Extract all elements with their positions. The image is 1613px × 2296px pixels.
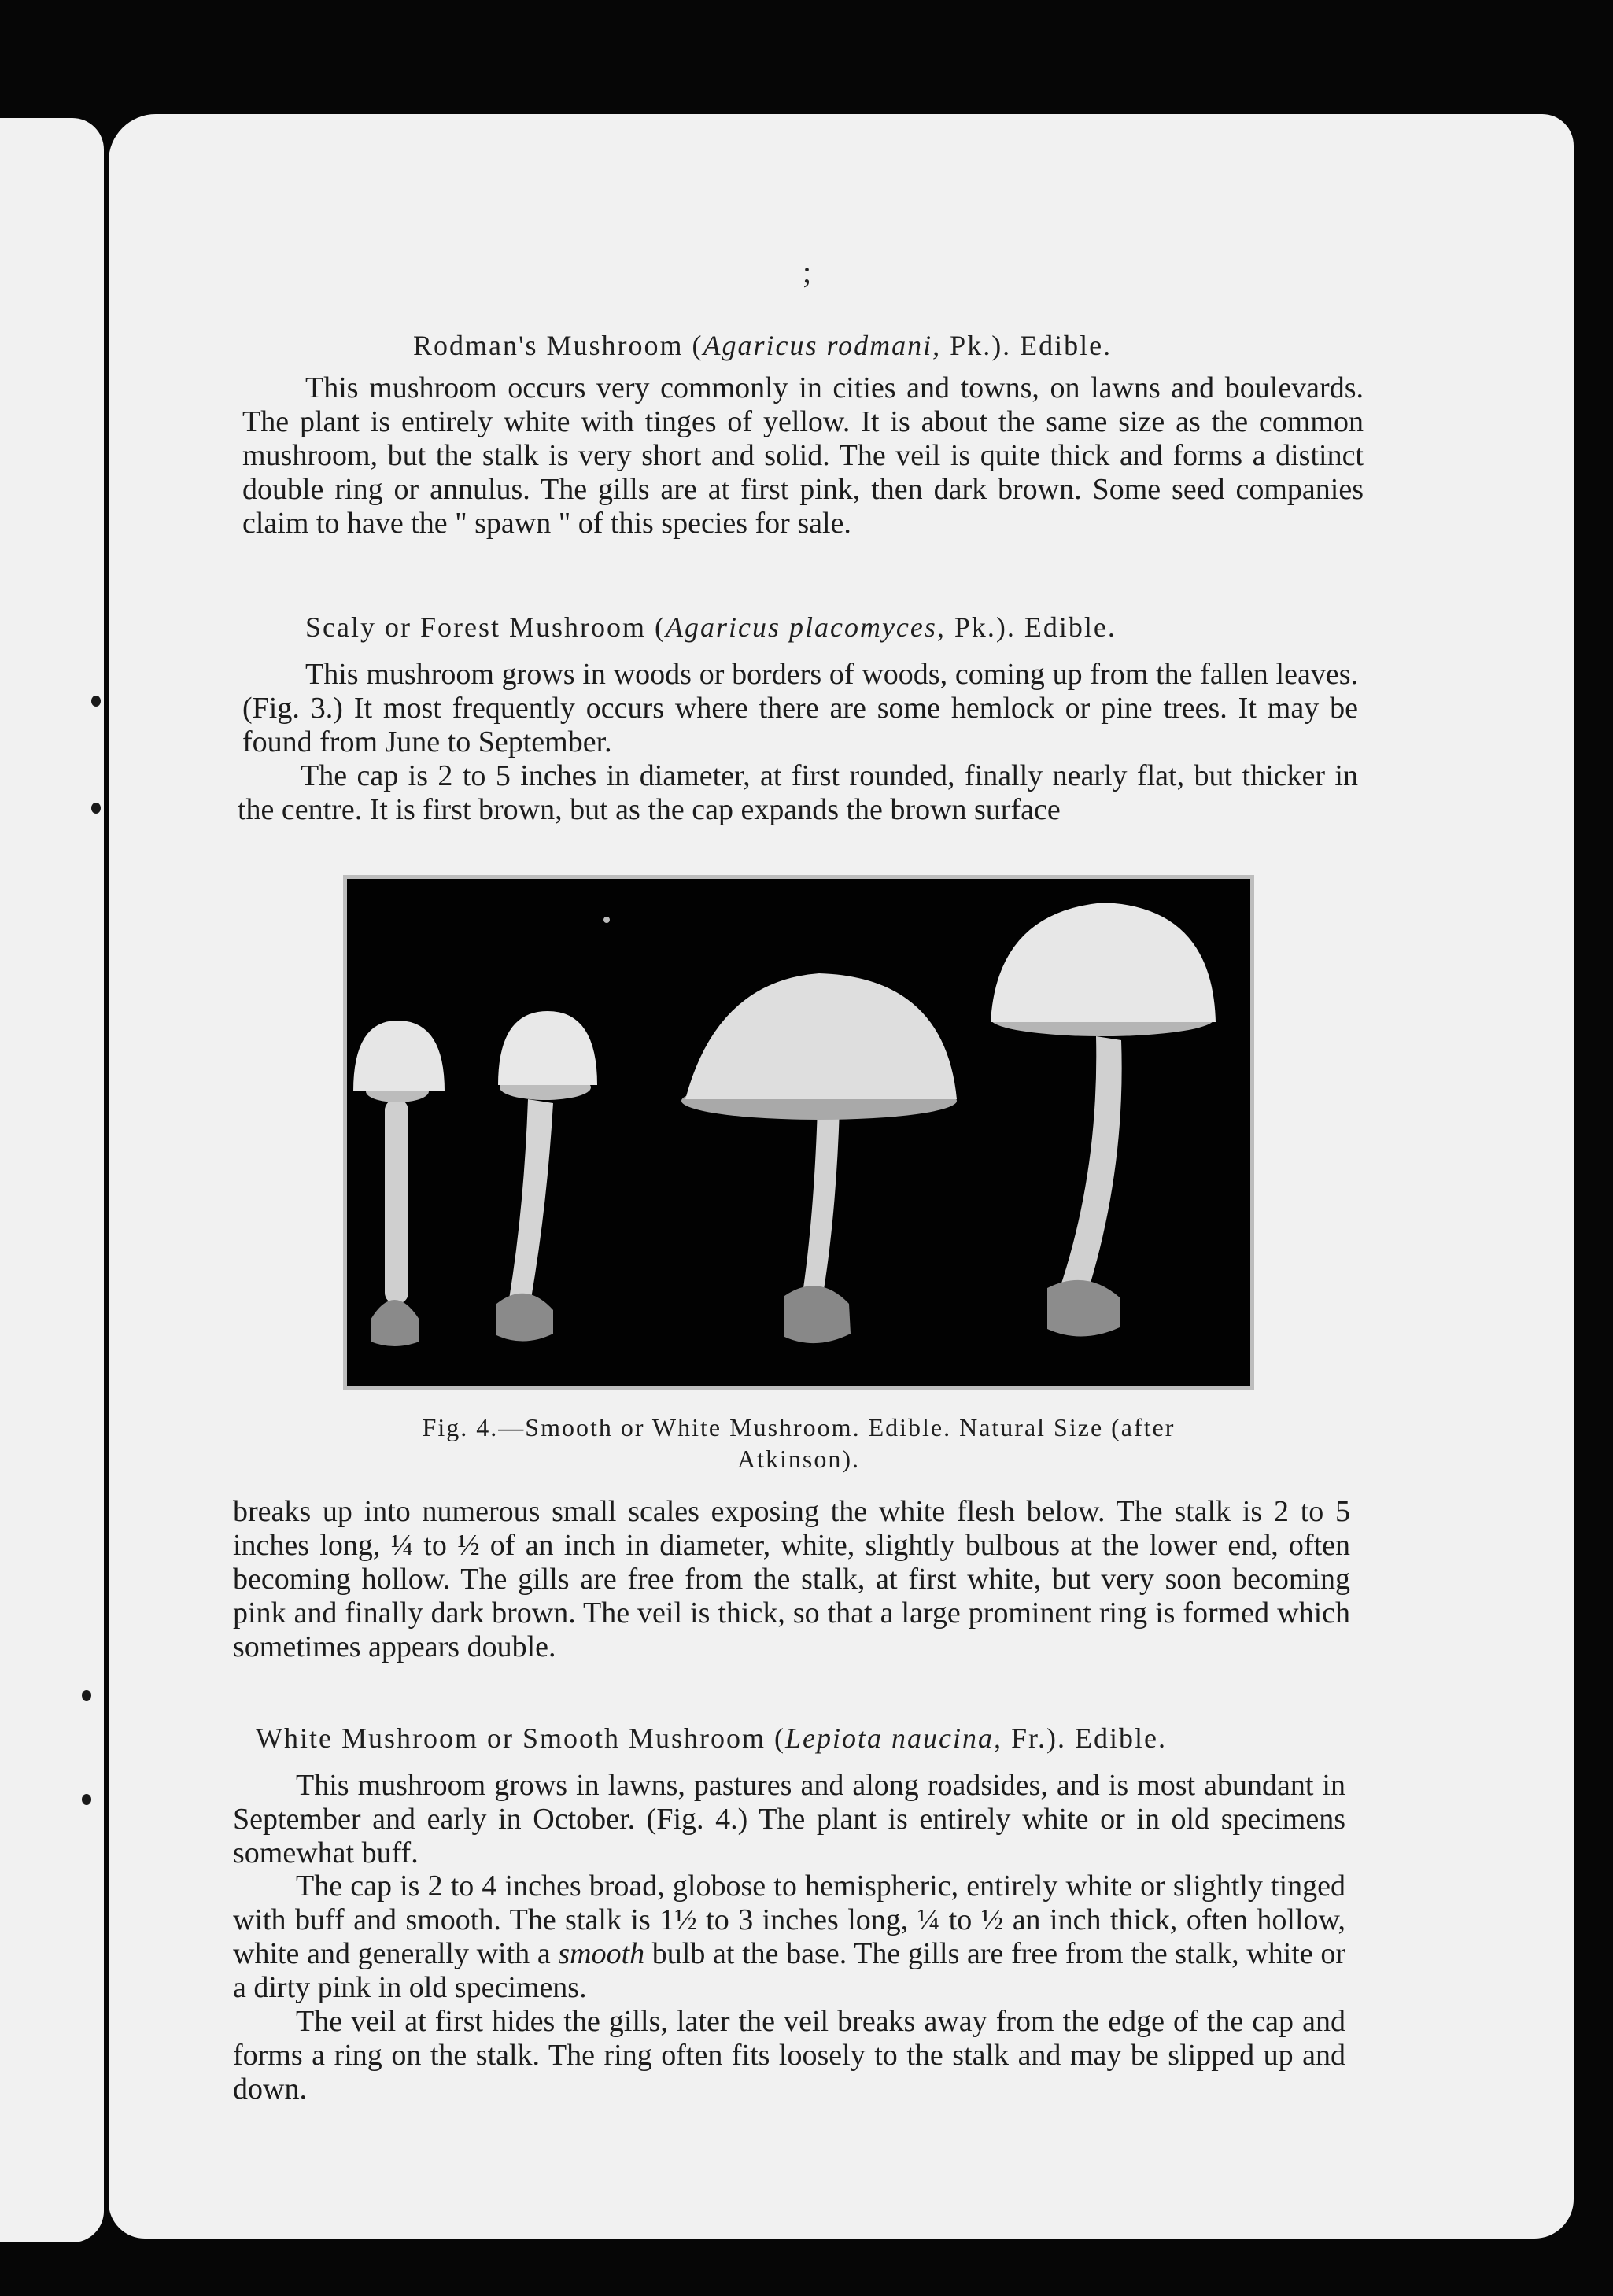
paragraph (233, 1870, 1345, 2005)
figure-caption (346, 1412, 1251, 1475)
caption-line: Fig. 4.—Smooth or White Mushroom. Edible. Natural Size (after (422, 1413, 1176, 1441)
paragraph (242, 658, 1358, 759)
heading-common-name: Scaly or Forest Mushroom ( (305, 611, 666, 643)
paragraph (242, 371, 1364, 541)
page-number: ; (803, 254, 812, 290)
paragraph (233, 2005, 1345, 2106)
paragraph-text: The veil at first hides the gills, later the veil breaks away from the edge of the cap and forms a ring on the stalk. The ring often fits loosely to the stalk and may be slipped up and down. (233, 2005, 1345, 2106)
paragraph-text: This mushroom grows in lawns, pastures and along roadsides, and is most abundant in September and early in October. (Fig. 4.) The plant is entirely white or in old specimens somewhat buff. (233, 1769, 1345, 1870)
caption-line: Atkinson). (737, 1445, 860, 1473)
heading-latin-name: Agaricus placomyces, (665, 611, 946, 643)
paragraph-text: breaks up into numerous small scales exposing the white flesh below. The stalk is 2 to 5 inches long, ¼ to ½ of an inch in diameter, white, slightly bulbous at the lower end, often becoming hollow. The gills are free from the stalk, at first white, but very soon becoming pink and finally dark brown. The veil is thick, so that a large prominent ring is formed which sometimes appears double. (233, 1495, 1350, 1663)
heading-latin-name: Agaricus rodmani, (703, 330, 942, 361)
section-heading-rodman (413, 329, 1112, 362)
mushroom-photograph (343, 875, 1254, 1390)
paragraph-text: This mushroom occurs very commonly in cities and towns, on lawns and boulevards. The plant is entirely white with tinges of yellow. It is about the same size as the common mushroom, but the stalk is very short and solid. The veil is quite thick and forms a distinct double ring or annulus. The gills are at first pink, then dark brown. Some seed companies claim to have the " spawn " of this species for sale. (242, 371, 1364, 540)
heading-latin-name: Lepiota naucina, (784, 1722, 1002, 1754)
section-heading-white (256, 1722, 1167, 1755)
heading-edibility: Pk.). Edible. (945, 611, 1117, 643)
left-page-edge (0, 118, 104, 2242)
paragraph-text: bulb at the base. The gills are free from the stalk, white or a dirty pink in old specimens. (233, 1937, 1345, 2004)
heading-common-name: Rodman's Mushroom ( (413, 330, 703, 361)
heading-edibility: Fr.). Edible. (1002, 1722, 1167, 1754)
section-heading-scaly (305, 611, 1117, 644)
paragraph-emphasis: smooth (558, 1937, 645, 1970)
paragraph-text: The cap is 2 to 4 inches broad, globose to hemispheric, entirely white or slightly tinged with buff and smooth. The stalk is 1½ to 3 inches long, ¼ to ½ an inch thick, often hollow, white and generally with a (233, 1870, 1345, 1970)
binding-mark (91, 803, 101, 814)
heading-edibility: Pk.). Edible. (941, 330, 1113, 361)
paragraph-text: This mushroom grows in woods or borders of woods, coming up from the fallen leaves. (Fig. 3.) It most frequently occurs where there are some hemlock or pine trees. It may be found from June to September. (242, 658, 1358, 759)
binding-mark (91, 696, 101, 707)
binding-mark (82, 1794, 91, 1805)
paragraph (233, 1769, 1345, 1870)
paragraph (233, 1495, 1350, 1664)
paragraph-text: The cap is 2 to 5 inches in diameter, at first rounded, finally nearly flat, but thicker in the centre. It is first brown, but as the cap expands the brown surface (238, 759, 1358, 826)
paragraph (238, 759, 1358, 827)
heading-common-name: White Mushroom or Smooth Mushroom ( (256, 1722, 785, 1754)
binding-mark (82, 1690, 91, 1701)
